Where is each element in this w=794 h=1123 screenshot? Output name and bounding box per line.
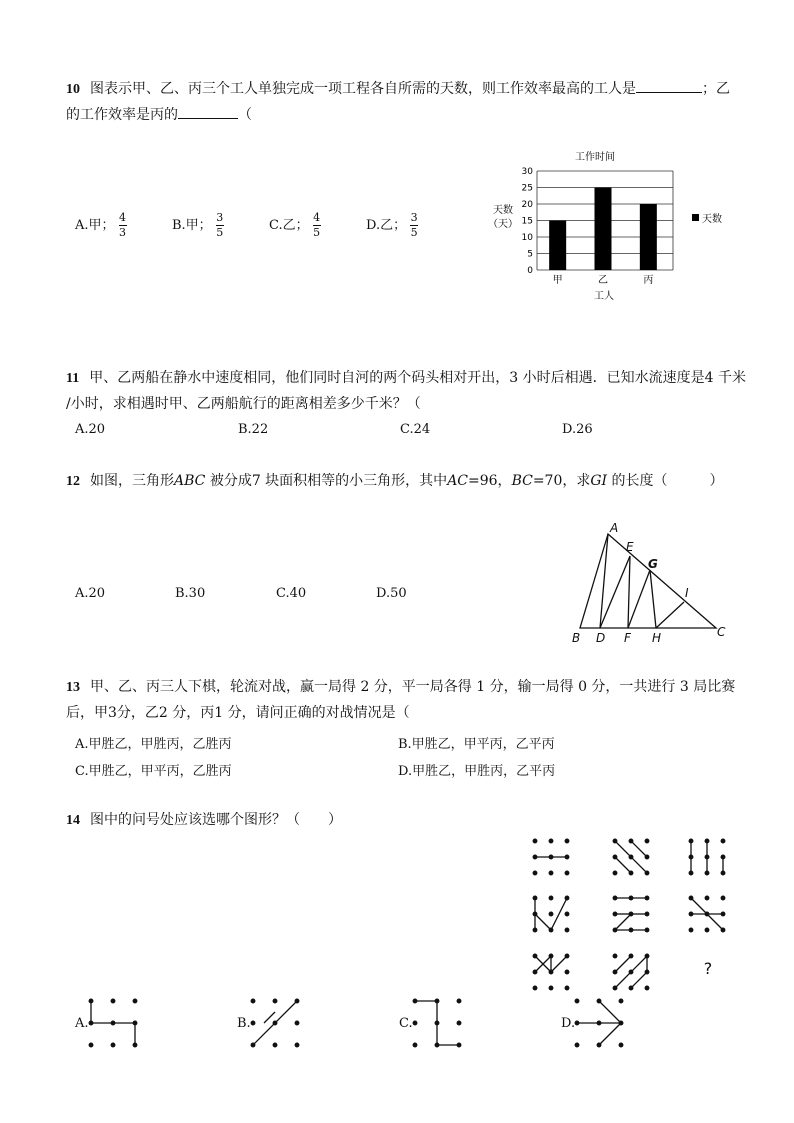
- q14-option-c[interactable]: C.: [399, 1016, 413, 1031]
- q10-option-d[interactable]: [366, 212, 418, 239]
- bar-乙: [595, 188, 612, 271]
- q10-option-a[interactable]: [75, 212, 127, 239]
- y-tick-label: 5: [527, 249, 533, 260]
- q12-number: 12: [66, 474, 80, 489]
- q12-line1: [66, 471, 724, 492]
- pattern-cell: [613, 954, 649, 990]
- q10-option-c[interactable]: [269, 212, 321, 239]
- q14-option-d-figure: [572, 996, 626, 1050]
- point-label-e: E: [626, 540, 634, 554]
- option-label: A.甲；: [75, 218, 115, 233]
- pattern-cell: [533, 954, 569, 990]
- q12-bc-value: =70，求: [532, 473, 591, 489]
- segment-fg: [628, 570, 650, 628]
- q12-ac-value: =96，: [468, 473, 512, 489]
- bar-丙: [640, 204, 657, 270]
- pattern-cell: [689, 839, 725, 875]
- q11-option-c[interactable]: C.24: [400, 422, 431, 437]
- q14-option-a[interactable]: A.: [75, 1016, 89, 1031]
- option-label: D.乙；: [366, 218, 407, 233]
- q13-number: 13: [66, 680, 80, 695]
- y-tick-label: 10: [521, 233, 533, 243]
- segment-de: [600, 556, 630, 628]
- legend-swatch: [692, 214, 699, 221]
- chart-bars: [549, 188, 657, 271]
- q10-option-b[interactable]: [172, 212, 224, 239]
- point-label-c: C: [717, 625, 726, 639]
- q10-blank-1: [636, 78, 702, 93]
- pattern-cell: [613, 896, 649, 932]
- q10-stem-line1-end: ；乙: [702, 81, 730, 97]
- point-label-f: F: [624, 631, 631, 645]
- q10-blank-2: [178, 104, 238, 119]
- q10-line2: [66, 104, 252, 125]
- point-label-g: G: [648, 557, 658, 571]
- option-label: C.乙；: [269, 218, 309, 233]
- triangle-abc: [580, 534, 716, 628]
- chart-y-ticks: [522, 167, 534, 276]
- fraction: [313, 212, 321, 239]
- option-label: B.甲；: [172, 218, 212, 233]
- triangle-point-labels: [572, 521, 726, 645]
- denominator: 5: [216, 226, 224, 239]
- y-tick-label: 15: [521, 216, 533, 227]
- q10-stem-line2: 的工作效率是丙的: [66, 107, 178, 123]
- q14-option-b[interactable]: B.: [237, 1016, 251, 1031]
- q13-option-d[interactable]: D.甲胜乙，甲胜丙，乙平丙: [398, 764, 556, 779]
- q10-stem-line2-end: （: [238, 107, 252, 123]
- point-label-a: A: [610, 521, 619, 535]
- triangle-diagram: [568, 518, 732, 646]
- point-label-h: H: [652, 631, 662, 645]
- q11-stem-line1: 甲、乙两船在静水中速度相同，他们同时自河的两个码头相对开出，3 小时后相遇．已知水流速度是4 千米: [89, 370, 746, 386]
- q11-option-a[interactable]: A.20: [75, 422, 106, 437]
- y-axis-label-line1: 天数: [493, 205, 513, 216]
- q11-option-d[interactable]: D.26: [562, 422, 593, 437]
- q14-number: 14: [66, 813, 80, 828]
- x-tick-label: 丙: [643, 275, 654, 286]
- denominator: 5: [313, 226, 321, 239]
- y-tick-label: 25: [521, 183, 533, 194]
- q11-line1: [66, 368, 746, 389]
- q13-option-a[interactable]: A.甲胜乙，甲胜丙，乙胜丙: [75, 737, 232, 752]
- fraction: [119, 212, 127, 239]
- q13-line1: [66, 677, 735, 698]
- segment-ef: [628, 556, 630, 628]
- q11-option-b[interactable]: B.22: [238, 422, 269, 437]
- q12-text-b: 被分成7 块面积相等的小三角形，其中: [209, 473, 448, 489]
- q12-ac: AC: [447, 473, 469, 489]
- pattern-cell: [613, 839, 649, 875]
- q10-line1: [66, 78, 730, 100]
- x-tick-label: 甲: [552, 275, 563, 286]
- y-tick-label: 20: [521, 200, 533, 210]
- q13-option-c[interactable]: C.甲胜乙，甲平丙，乙胜丙: [75, 764, 232, 779]
- q12-triangle-name: ABC: [174, 473, 206, 489]
- y-axis-label-line2: （天）: [488, 219, 518, 230]
- segment-hi: [656, 602, 684, 628]
- numerator: 4: [119, 211, 127, 224]
- q14-option-d[interactable]: D.: [561, 1016, 576, 1031]
- q12-option-c[interactable]: C.40: [276, 586, 307, 601]
- q11-stem-line2: /小时，求相遇时甲、乙两船航行的距离相差多少千米？（: [66, 396, 421, 412]
- q13-stem-line1: 甲、乙、丙三人下棋，轮流对战，赢一局得 2 分，平一局各得 1 分，输一局得 0 分，一共进行 3 局比赛: [90, 679, 736, 695]
- q13-option-b[interactable]: B.甲胜乙，甲平丙，乙平丙: [398, 737, 555, 752]
- q12-text-a: 如图，三角形: [90, 473, 174, 489]
- x-axis-label: 工人: [594, 291, 614, 302]
- q12-option-d[interactable]: D.50: [376, 586, 407, 601]
- q11-number: 11: [66, 371, 80, 386]
- denominator: 5: [410, 226, 418, 239]
- y-tick-label: 0: [527, 266, 533, 276]
- point-label-b: B: [572, 631, 581, 645]
- fraction: [216, 212, 224, 239]
- q14-option-a-figure: [86, 996, 140, 1050]
- q13-stem-line2: 后，甲3分，乙2 分，丙1 分，请问正确的对战情况是（: [66, 705, 410, 721]
- pattern-question-mark: ?: [703, 959, 713, 978]
- pattern-cell: [533, 896, 569, 932]
- work-time-bar-chart: [485, 145, 735, 305]
- triangle-lines: [580, 534, 716, 628]
- q10-number: 10: [66, 82, 80, 97]
- q12-option-b[interactable]: B.30: [175, 586, 206, 601]
- q12-bc: BC: [511, 473, 533, 489]
- q12-option-a[interactable]: A.20: [75, 586, 106, 601]
- y-tick-label: 30: [521, 167, 533, 177]
- q12-gi: GI: [590, 473, 608, 489]
- segment-gh: [650, 570, 656, 628]
- point-label-d: D: [596, 631, 606, 645]
- q14-option-b-figure: [248, 996, 302, 1050]
- pattern-cell: [689, 896, 725, 932]
- numerator: 3: [216, 211, 224, 224]
- chart-title: 工作时间: [575, 152, 615, 163]
- q10-stem-line1: 图表示甲、乙、丙三个工人单独完成一项工程各自所需的天数，则工作效率最高的工人是: [90, 81, 636, 97]
- denominator: 3: [119, 226, 127, 239]
- fraction: [410, 212, 418, 239]
- point-label-i: I: [685, 586, 689, 600]
- q12-text-c: 的长度（ ）: [611, 473, 724, 489]
- pattern-grid: [525, 830, 740, 995]
- q14-line1: [66, 810, 342, 831]
- legend-label: 天数: [702, 214, 722, 225]
- chart-x-ticks: [553, 274, 654, 286]
- q14-stem: 图中的问号处应该选哪个图形？（ ）: [90, 812, 342, 828]
- numerator: 4: [313, 211, 321, 224]
- bar-甲: [549, 221, 566, 271]
- x-tick-label: 乙: [598, 275, 608, 286]
- q14-option-c-figure: [410, 996, 464, 1050]
- numerator: 3: [410, 211, 418, 224]
- pattern-cell: [533, 839, 569, 875]
